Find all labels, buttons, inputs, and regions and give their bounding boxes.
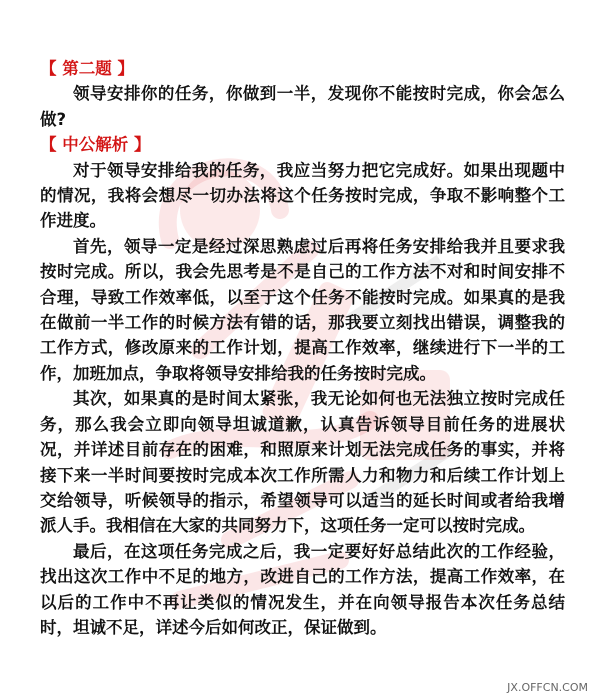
footer-url: JX.OFFCN.COM — [507, 681, 588, 694]
question-heading: 【 第二题 】 — [40, 59, 134, 78]
paragraph-second: 其次，如果真的是时间太紧张，我无论如何也无法独立按时完成任务，那么我会立即向领导坦诚道歉，认真告诉领导目前任务的进展状况，并详述目前存在的困难，和照原来计划无法完成任务的事实，并将接下来一半时间要按时完成本次工作所需人力和物力和后续工作计划上交给领导，听候领导的指示，希望领导可以适当的延长时间或者给我增派人手。我相信在大家的共同努力下，这项任务一定可以按时完成。 — [40, 389, 565, 536]
paragraph-intro: 对于领导安排给我的任务，我应当努力把它完成好。如果出现题中的情况，我将会想尽一切办法将这个任务按时完成，争取不影响整个工作进度。 — [40, 160, 565, 231]
question-text: 领导安排你的任务，你做到一半，发现你不能按时完成，你会怎么做? — [40, 84, 565, 129]
paragraph-first: 首先，领导一定是经过深思熟虑过后再将任务安排给我并且要求我按时完成。所以，我会先思考是不是自己的工作方法不对和时间安排不合理，导致工作效率低，以至于这个任务不能按时完成。如果真的是我在做前一半工作的时候方法有错的话，那我要立刻找出错误，调整我的工作方式，修改原来的工作计划，提高工作效率，继续进行下一半的工作，加班加点，争取将领导安排给我的任务按时完成。 — [40, 236, 565, 383]
article-content — [40, 56, 565, 640]
paragraph-last: 最后，在这项任务完成之后，我一定要好好总结此次的工作经验，找出这次工作中不足的地方，改进自己的工作方法，提高工作效率，在以后的工作中不再让类似的情况发生，并在向领导报告本次任务总结时，坦诚不足，详述今后如何改正，保证做到。 — [40, 541, 565, 637]
analysis-heading: 【 中公解析 】 — [40, 135, 151, 155]
